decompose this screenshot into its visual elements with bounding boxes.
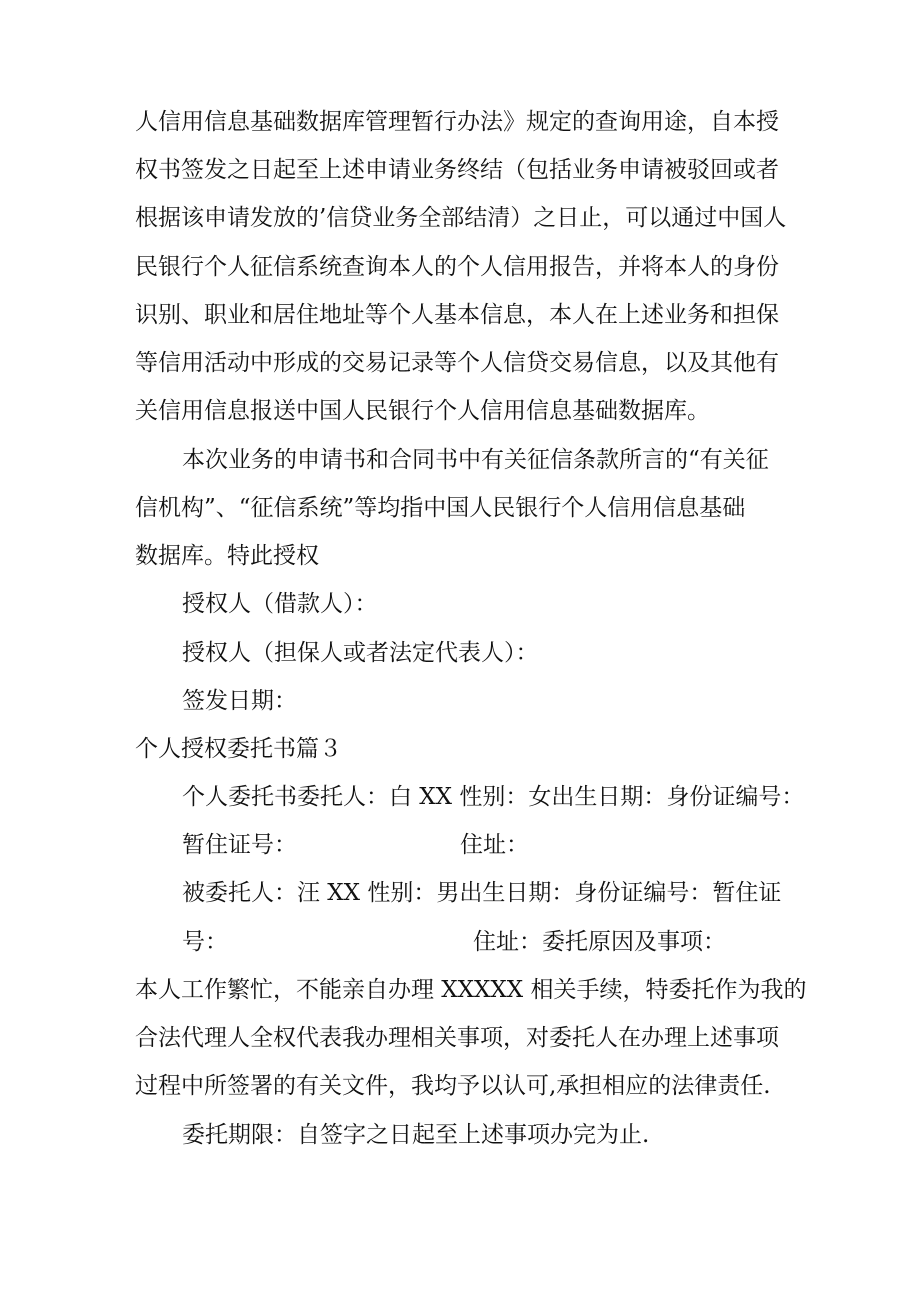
principal-permit-line: [182, 830, 529, 860]
paragraph-line: 信机构”、“征信系统”等均指中国人民银行个人信用信息基础: [135, 495, 746, 521]
paragraph-line: 本人工作繁忙，不能亲自办理 XXXXX 相关手续，特委托作为我的: [135, 977, 807, 1003]
agent-number-line: [182, 927, 726, 957]
paragraph-line: 本次业务的申请书和合同书中有关征信条款所言的“有关征: [182, 447, 769, 473]
paragraph-line: 权书签发之日起至上述申请业务终结（包括业务申请被驳回或者: [135, 157, 779, 183]
paragraph-line: 识别、职业和居住地址等个人基本信息，本人在上述业务和担保: [135, 302, 779, 328]
paragraph-line: 合法代理人全权代表我办理相关事项，对委托人在办理上述事项: [135, 1025, 779, 1051]
principal-address-label: 住址：: [460, 832, 529, 858]
signer-borrower-label: 授权人（借款人）：: [182, 591, 378, 617]
paragraph-line: 关信用信息报送中国人民银行个人信用信息基础数据库。: [135, 398, 710, 424]
term-line: 委托期限：自签字之日起至上述事项办完为止.: [182, 1122, 650, 1148]
issue-date-label: 签发日期：: [182, 688, 297, 714]
paragraph-line: 民银行个人征信系统查询本人的个人信用报告，并将本人的身份: [135, 254, 779, 280]
section-title: 个人授权委托书篇３: [135, 736, 342, 762]
paragraph-line: 等信用活动中形成的交易记录等个人信贷交易信息，以及其他有: [135, 350, 779, 376]
paragraph-line: 数据库。特此授权: [135, 543, 319, 569]
agent-info-line: 被委托人：汪 XX 性别：男出生日期：身份证编号：暂住证: [182, 880, 782, 906]
paragraph-line: 过程中所签署的有关文件，我均予以认可,承担相应的法律责任.: [135, 1073, 771, 1099]
principal-permit-label: 暂住证号：: [182, 832, 297, 858]
paragraph-line: 人信用信息基础数据库管理暂行办法》规定的查询用途，自本授: [135, 109, 779, 135]
agent-number-label: 号：: [182, 929, 228, 955]
paragraph-line: 根据该申请发放的’信贷业务全部结清）之日止，可以通过中国人: [135, 205, 787, 231]
agent-address-reason-label: 住址：委托原因及事项：: [473, 929, 726, 955]
signer-guarantor-label: 授权人（担保人或者法定代表人）：: [182, 640, 539, 666]
principal-info-line: 个人委托书委托人：白 XX 性别：女出生日期：身份证编号：: [182, 784, 805, 810]
